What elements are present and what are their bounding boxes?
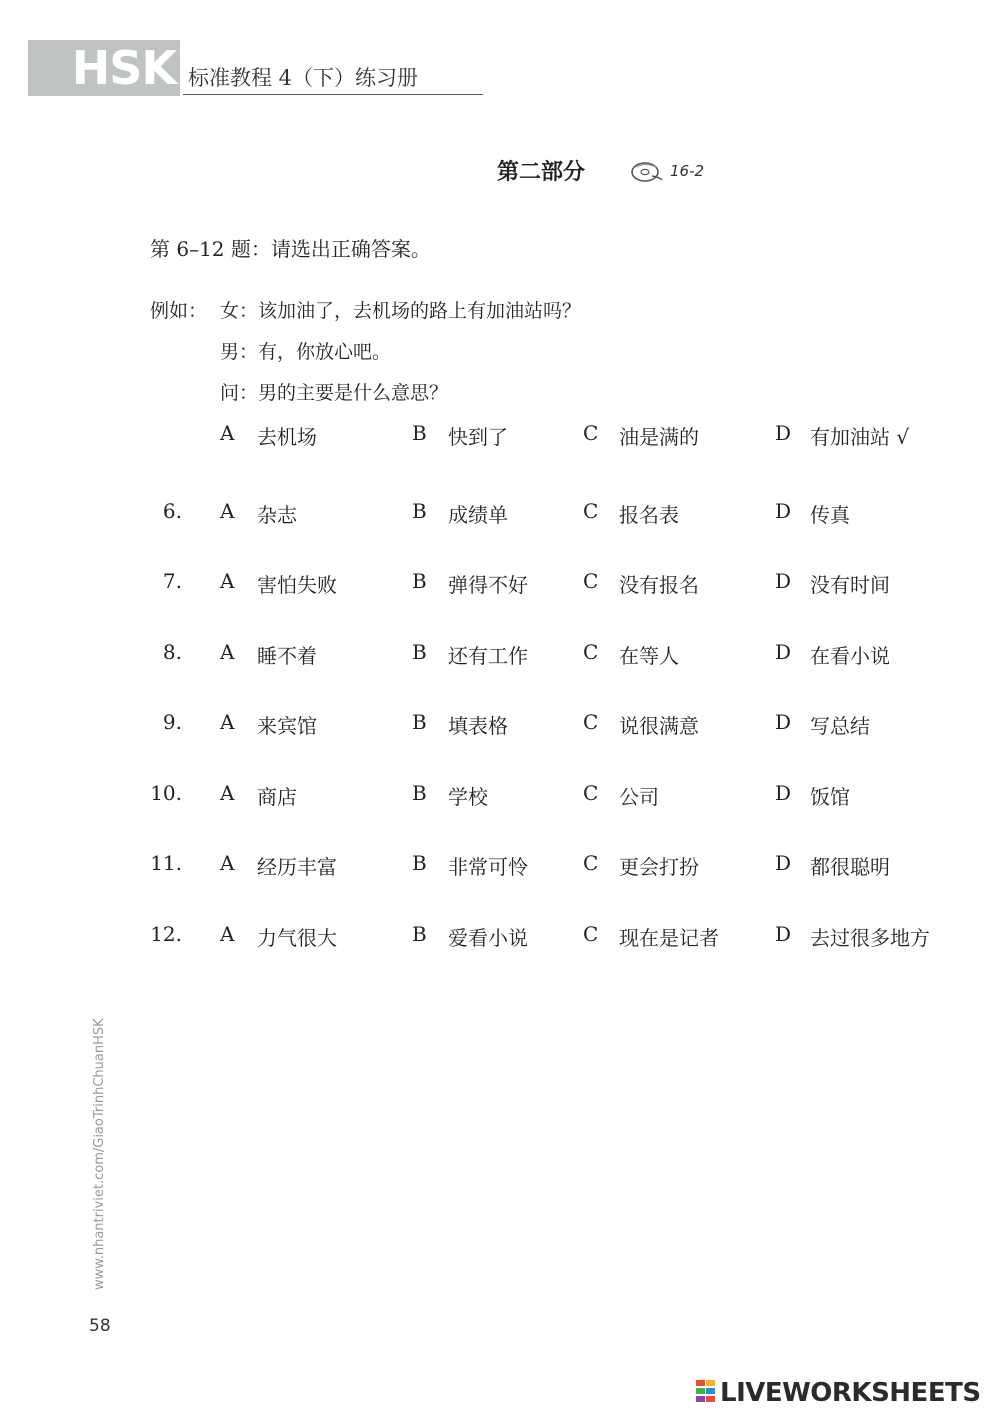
option-c[interactable]: 在等人: [619, 644, 679, 668]
example-question: 问：男的主要是什么意思？: [220, 382, 449, 404]
question-row-10: [0, 781, 1000, 821]
option-d[interactable]: 没有时间: [810, 573, 890, 597]
option-d[interactable]: 写总结: [810, 714, 870, 738]
example-options-row: [0, 421, 1000, 461]
option-letter-a: A: [220, 640, 235, 664]
option-d[interactable]: 传真: [810, 503, 850, 527]
section-title: 第二部分: [497, 159, 586, 185]
option-letter-c: C: [583, 499, 599, 523]
question-row-6: [0, 499, 1000, 539]
option-letter-b: B: [412, 421, 427, 445]
option-b[interactable]: 还有工作: [448, 644, 528, 668]
option-a[interactable]: 来宾馆: [257, 714, 317, 738]
example-option-b[interactable]: 快到了: [448, 425, 508, 449]
cd-icon: [630, 158, 664, 184]
question-number: 8.: [162, 640, 182, 664]
option-c[interactable]: 报名表: [619, 503, 679, 527]
option-a[interactable]: 力气很大: [257, 926, 337, 950]
option-letter-a: A: [220, 922, 235, 946]
option-c[interactable]: 现在是记者: [619, 926, 719, 950]
liveworksheets-logo-icon: [696, 1380, 716, 1402]
option-letter-c: C: [583, 569, 599, 593]
option-a[interactable]: 杂志: [257, 503, 297, 527]
option-letter-a: A: [220, 851, 235, 875]
option-letter-b: B: [412, 851, 427, 875]
track-number: 16-2: [670, 162, 705, 180]
option-letter-c: C: [583, 640, 599, 664]
option-letter-c: C: [583, 922, 599, 946]
option-letter-d: D: [775, 421, 792, 445]
question-number: 6.: [162, 499, 182, 523]
header-rule: [183, 94, 483, 95]
option-letter-b: B: [412, 922, 427, 946]
question-number: 11.: [150, 851, 182, 875]
liveworksheets-brand[interactable]: LIVEWORKSHEETS: [720, 1378, 981, 1408]
example-option-d[interactable]: 有加油站 √: [810, 425, 910, 449]
instruction-text: 第 6–12 题：请选出正确答案。: [150, 237, 431, 261]
option-letter-d: D: [775, 922, 792, 946]
option-b[interactable]: 学校: [448, 785, 488, 809]
option-b[interactable]: 爱看小说: [448, 926, 528, 950]
option-letter-d: D: [775, 710, 792, 734]
option-letter-d: D: [775, 499, 792, 523]
question-number: 9.: [162, 710, 182, 734]
example-label: 例如：: [150, 300, 208, 322]
option-letter-a: A: [220, 710, 235, 734]
option-letter-a: A: [220, 569, 235, 593]
option-d[interactable]: 饭馆: [810, 785, 850, 809]
option-letter-a: A: [220, 781, 235, 805]
option-letter-c: C: [583, 851, 599, 875]
option-a[interactable]: 经历丰富: [257, 855, 337, 879]
option-letter-d: D: [775, 851, 792, 875]
option-c[interactable]: 更会打扮: [619, 855, 699, 879]
option-d[interactable]: 都很聪明: [810, 855, 890, 879]
option-d[interactable]: 去过很多地方: [810, 926, 930, 950]
option-letter-b: B: [412, 781, 427, 805]
option-letter-d: D: [775, 569, 792, 593]
option-c[interactable]: 没有报名: [619, 573, 699, 597]
option-letter-b: B: [412, 569, 427, 593]
option-letter-c: C: [583, 710, 599, 734]
question-row-11: [0, 851, 1000, 891]
option-a[interactable]: 睡不着: [257, 644, 317, 668]
option-letter-b: B: [412, 640, 427, 664]
option-b[interactable]: 弹得不好: [448, 573, 528, 597]
question-number: 7.: [162, 569, 182, 593]
watermark-url: www.nhantriviet.com/GiaoTrinhChuanHSK: [92, 1018, 107, 1290]
option-b[interactable]: 成绩单: [448, 503, 508, 527]
question-row-7: [0, 569, 1000, 609]
option-a[interactable]: 害怕失败: [257, 573, 337, 597]
book-title: 标准教程 4（下）练习册: [188, 66, 419, 90]
question-row-8: [0, 640, 1000, 680]
option-c[interactable]: 公司: [619, 785, 659, 809]
example-dialogue-man: 男：有，你放心吧。: [220, 341, 392, 363]
question-number: 10.: [150, 781, 182, 805]
option-c[interactable]: 说很满意: [619, 714, 699, 738]
question-row-9: [0, 710, 1000, 750]
option-letter-c: C: [583, 781, 599, 805]
example-option-c[interactable]: 油是满的: [619, 425, 699, 449]
question-number: 12.: [150, 922, 182, 946]
option-d[interactable]: 在看小说: [810, 644, 890, 668]
option-letter-a: A: [220, 499, 235, 523]
option-letter-d: D: [775, 640, 792, 664]
option-letter-a: A: [220, 421, 235, 445]
option-letter-b: B: [412, 499, 427, 523]
option-letter-c: C: [583, 421, 599, 445]
option-b[interactable]: 非常可怜: [448, 855, 528, 879]
option-letter-b: B: [412, 710, 427, 734]
option-b[interactable]: 填表格: [448, 714, 508, 738]
hsk-logo: HSK: [28, 40, 180, 96]
question-row-12: [0, 922, 1000, 962]
example-dialogue-woman: 女：该加油了，去机场的路上有加油站吗？: [220, 300, 582, 322]
option-letter-d: D: [775, 781, 792, 805]
page-number: 58: [89, 1316, 111, 1336]
example-option-a[interactable]: 去机场: [257, 425, 317, 449]
option-a[interactable]: 商店: [257, 785, 297, 809]
